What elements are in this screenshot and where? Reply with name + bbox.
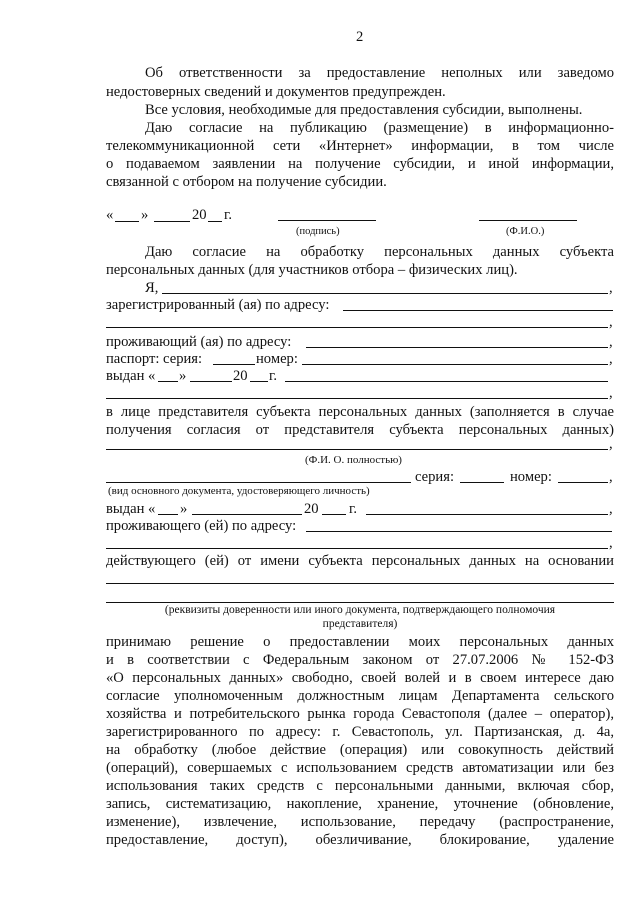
passport-series-field[interactable] xyxy=(213,364,255,365)
i-name-field[interactable] xyxy=(162,293,608,294)
rep-series-field[interactable] xyxy=(460,482,504,483)
representative-fio-field[interactable] xyxy=(106,449,608,450)
passport-comma: , xyxy=(609,351,613,367)
date-field[interactable] xyxy=(106,206,246,224)
proxy-caption-line-2: представителя) xyxy=(322,618,398,630)
publication-consent-line-3: о подаваемом заявлении на получение субсидии, и иной информации, xyxy=(106,156,614,172)
rep-doc-comma: , xyxy=(609,469,613,485)
issued-label: выдан « xyxy=(106,368,156,384)
fio-line[interactable] xyxy=(479,220,577,221)
i-label: Я, xyxy=(145,280,159,296)
rep-issued-year-field[interactable] xyxy=(322,514,346,515)
decision-line-1: принимаю решение о предоставлении моих персональных данных xyxy=(106,634,614,650)
decision-line-8: (операций), совершаемых с использованием средств автоматизации или без xyxy=(106,760,614,776)
date-day-blank xyxy=(115,221,139,222)
pd-consent-line-2: персональных данных (для участников отбора – физических лиц). xyxy=(106,262,518,278)
issued-year-field[interactable] xyxy=(250,381,268,382)
rep-number-field[interactable] xyxy=(558,482,608,483)
date-suffix: г. xyxy=(224,207,232,223)
issued-close-quote: » xyxy=(179,368,187,384)
rep-issued-close-quote: » xyxy=(180,501,188,517)
issued-month-field[interactable] xyxy=(190,381,232,382)
date-year-blank xyxy=(208,221,222,222)
proxy-field-1[interactable] xyxy=(106,583,614,584)
issued-year: 20 xyxy=(233,368,248,384)
issued-day-field[interactable] xyxy=(158,381,178,382)
issued-comma: , xyxy=(609,385,613,401)
date-month-blank xyxy=(154,221,190,222)
registered-comma: , xyxy=(609,314,613,330)
publication-consent-line-4: связанной с отбором на получение субсидии. xyxy=(106,174,387,190)
representative-fio-caption: (Ф.И. О. полностью) xyxy=(305,454,402,466)
date-open-quote: « xyxy=(106,207,114,223)
rep-residing-field[interactable] xyxy=(306,531,612,532)
page-number: 2 xyxy=(356,29,364,45)
registered-address-field-2[interactable] xyxy=(106,327,608,328)
decision-line-3: «О персональных данных» свободно, своей волей и в своем интересе даю xyxy=(106,670,614,686)
signature-line[interactable] xyxy=(278,220,376,221)
decision-line-6: зарегистрированного по адресу: г. Севастополь, ул. Партизанская, д. 4а, xyxy=(106,724,614,740)
decision-line-5: хозяйства и потребительского рынка города Севастополя (далее – оператор), xyxy=(106,706,614,722)
rep-number-label: номер: xyxy=(510,469,552,485)
conditions-text: Все условия, необходимые для предоставления субсидии, выполнены. xyxy=(145,102,583,118)
doc-caption: (вид основного документа, удостоверяющего личность) xyxy=(108,485,370,497)
rep-residing-label: проживающего (ей) по адресу: xyxy=(106,518,297,534)
signature-caption: (подпись) xyxy=(296,226,340,237)
decision-line-12: предоставление, доступ), обезличивание, блокирование, удаление xyxy=(106,832,614,848)
representative-line-2: получения согласия от представителя субъекта персональных данных) xyxy=(106,422,614,438)
rep-residing-field-2[interactable] xyxy=(106,548,608,549)
decision-line-9: использования таких средств с персональными данными, включая сбор, xyxy=(106,778,614,794)
rep-issued-by-field[interactable] xyxy=(366,514,608,515)
representative-comma: , xyxy=(609,436,613,452)
rep-issued-month-field[interactable] xyxy=(192,514,302,515)
decision-line-10: запись, систематизацию, накопление, хранение, уточнение (обновление, xyxy=(106,796,614,812)
publication-consent-line-2: телекоммуникационной сети «Интернет» информации, в том числе xyxy=(106,138,614,154)
decision-line-4: согласие уполномоченным должностным лицам Департамента сельского xyxy=(106,688,614,704)
registered-address-field[interactable] xyxy=(343,310,613,311)
rep-issued-day-field[interactable] xyxy=(158,514,178,515)
residing-comma: , xyxy=(609,334,613,350)
representative-line-1: в лице представителя субъекта персональных данных (заполняется в случае xyxy=(106,404,614,420)
publication-consent-line-1: Даю согласие на публикацию (размещение) в информационно- xyxy=(145,120,614,136)
date-close-quote: » xyxy=(141,207,149,223)
responsibility-line-1: Об ответственности за предоставление неполных или заведомо xyxy=(145,65,614,81)
date-year: 20 xyxy=(192,207,207,223)
decision-line-7: на обработку (любое действие (операция) или совокупность действий xyxy=(106,742,614,758)
residing-label: проживающий (ая) по адресу: xyxy=(106,334,292,350)
issued-by-field-2[interactable] xyxy=(106,398,608,399)
issued-suffix: г. xyxy=(269,368,277,384)
pd-consent-line-1: Даю согласие на обработку персональных данных субъекта xyxy=(145,244,614,260)
rep-residing-comma: , xyxy=(609,535,613,551)
responsibility-line-2: недостоверных сведений и документов предупрежден. xyxy=(106,84,446,100)
passport-number-field[interactable] xyxy=(302,364,608,365)
i-comma: , xyxy=(609,280,613,296)
rep-issued-label: выдан « xyxy=(106,501,156,517)
rep-issued-year: 20 xyxy=(304,501,319,517)
registered-label: зарегистрированный (ая) по адресу: xyxy=(106,297,330,313)
fio-caption: (Ф.И.О.) xyxy=(506,226,545,237)
passport-series-label: паспорт: серия: xyxy=(106,351,203,367)
rep-doc-type-field[interactable] xyxy=(106,482,411,483)
rep-series-label: серия: xyxy=(415,469,455,485)
proxy-caption-line-1: (реквизиты доверенности или иного документа, подтверждающего полномочия xyxy=(164,604,556,616)
decision-line-2: и в соответствии с Федеральным законом от 27.07.2006 № 152-ФЗ xyxy=(106,652,614,668)
issued-by-field[interactable] xyxy=(285,381,608,382)
rep-issued-comma: , xyxy=(609,501,613,517)
decision-line-11: изменение), извлечение, использование, передачу (распространение, xyxy=(106,814,614,830)
passport-number-label: номер: xyxy=(256,351,298,367)
residing-address-field[interactable] xyxy=(306,347,608,348)
acting-text: действующего (ей) от имени субъекта персональных данных на основании xyxy=(106,553,614,569)
rep-issued-suffix: г. xyxy=(349,501,357,517)
